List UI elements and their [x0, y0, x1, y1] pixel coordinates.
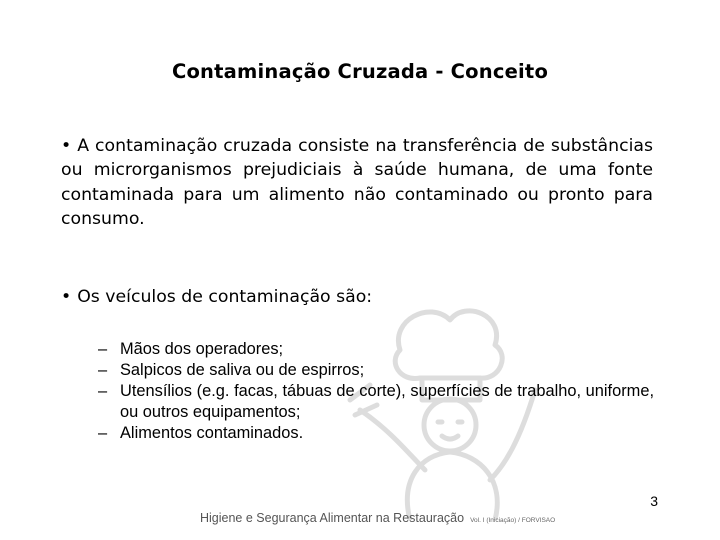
list-item	[98, 360, 654, 381]
footer-detail: Vol. I (Iniciação) / FORVISAO	[470, 517, 556, 524]
list-item	[98, 381, 654, 423]
dash-marker: –	[98, 382, 108, 400]
list-item-text: Alimentos contaminados.	[120, 424, 304, 442]
slide-title: Contaminação Cruzada - Conceito	[171, 60, 549, 83]
bullet-marker: •	[61, 287, 72, 307]
footer-title: Higiene e Segurança Alimentar na Restauração	[200, 511, 465, 525]
dash-marker: –	[98, 340, 108, 358]
list-item-text: Salpicos de saliva ou de espirros;	[120, 361, 365, 379]
concept-paragraph	[61, 134, 653, 232]
vehicles-intro-paragraph	[61, 285, 653, 309]
vehicles-intro-text: Os veículos de contaminação são:	[77, 287, 373, 307]
footer	[200, 509, 555, 527]
list-item	[98, 423, 654, 444]
page-number: 3	[650, 493, 658, 509]
list-item-text: Mãos dos operadores;	[120, 340, 284, 358]
dash-marker: –	[98, 424, 108, 442]
concept-text: A contaminação cruzada consiste na transferência de substâncias ou microrganismos prejudiciais à saúde humana, de uma fonte contaminada para um alimento não contaminado ou pronto para consumo.	[61, 136, 653, 230]
vehicles-list	[98, 339, 654, 444]
bullet-marker: •	[61, 136, 72, 156]
dash-marker: –	[98, 361, 108, 379]
list-item	[98, 339, 654, 360]
list-item-text: Utensílios (e.g. facas, tábuas de corte), superfícies de trabalho, uniforme, ou outros equipamentos;	[120, 382, 654, 421]
